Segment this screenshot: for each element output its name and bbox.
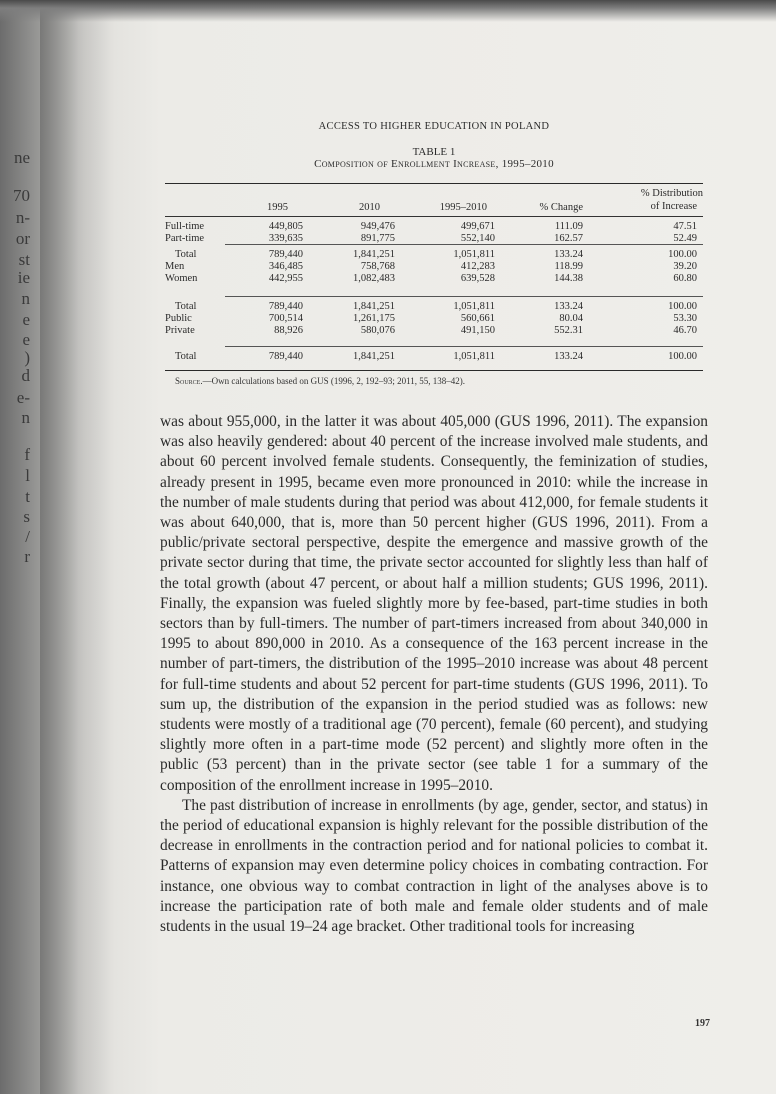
cell: 1,841,251 [353, 301, 395, 312]
facing-fragment: d [21, 366, 30, 385]
facing-fragment: / [25, 527, 30, 546]
subtotal-rule [225, 346, 703, 347]
table-row-total [165, 351, 703, 363]
paragraph: The past distribution of increase in enrollments (by age, gender, sector, and status) in the period of educational expansion is highly relevant for the possible distribution of the decrease in enrollments in the contraction period and for national policies to combat it. Patterns of expansion may even determine policy choices in combating contraction. For instance, one obvious way to combat contraction in light of the analyses above is to increase the participation rate of both male and female older students and of male students in the usual 19–24 age bracket. Other traditional tools for increasing [160, 796, 708, 936]
table-row [165, 261, 703, 273]
facing-fragment: s [23, 507, 30, 526]
table-row [165, 313, 703, 325]
book-spine-shadow [40, 0, 110, 1094]
cell: 1,841,251 [353, 351, 395, 362]
row-label: Private [165, 325, 195, 336]
body-text [160, 412, 708, 937]
cell: 100.00 [668, 249, 697, 260]
cell: 1,841,251 [353, 249, 395, 260]
cell: 449,805 [268, 221, 303, 232]
facing-fragment: t [25, 487, 30, 506]
col-header-of-increase: of Increase [650, 201, 697, 212]
col-header-distribution: % Distribution [640, 188, 703, 199]
table-row [165, 221, 703, 233]
running-head: ACCESS TO HIGHER EDUCATION IN POLAND [318, 121, 550, 132]
source-label: Source. [175, 376, 203, 386]
cell: 133.24 [554, 351, 583, 362]
table-source-note [175, 376, 715, 386]
cell: 162.57 [554, 233, 583, 244]
cell: 100.00 [668, 351, 697, 362]
cell: 789,440 [268, 351, 303, 362]
cell: 499,671 [460, 221, 495, 232]
cell: 1,261,175 [353, 313, 395, 324]
source-text: —Own calculations based on GUS (1996, 2, 192–93; 2011, 55, 138–42). [202, 376, 465, 386]
facing-fragment: e- [16, 388, 30, 407]
facing-page-fragments [0, 0, 30, 1094]
cell: 560,661 [460, 313, 495, 324]
row-label: Women [165, 273, 198, 284]
col-header-2010: 2010 [359, 202, 380, 213]
table-row [165, 233, 703, 245]
cell: 639,528 [460, 273, 495, 284]
cell: 552,140 [460, 233, 495, 244]
facing-fragment: l [25, 466, 30, 485]
cell: 47.51 [673, 221, 697, 232]
cell: 80.04 [559, 313, 583, 324]
col-header-change: % Change [539, 202, 583, 213]
cell: 118.99 [554, 261, 583, 272]
facing-fragment: n [21, 289, 30, 308]
facing-fragment: e [22, 310, 30, 329]
cell: 144.38 [554, 273, 583, 284]
row-label: Part-time [165, 233, 205, 244]
cell: 52.49 [673, 233, 697, 244]
row-label: Total [175, 351, 197, 362]
table-row [165, 325, 703, 337]
table-top-rule [165, 183, 703, 184]
facing-fragment: ) [24, 348, 30, 367]
table-label: TABLE 1 [412, 146, 456, 158]
cell: 789,440 [268, 301, 303, 312]
cell: 700,514 [268, 313, 303, 324]
facing-fragment: st [18, 250, 30, 269]
row-label: Total [175, 249, 197, 260]
facing-fragment: r [24, 547, 30, 566]
cell: 39.20 [673, 261, 697, 272]
cell: 442,955 [268, 273, 303, 284]
cell: 891,775 [360, 233, 395, 244]
row-label: Men [165, 261, 185, 272]
row-label: Full-time [165, 221, 205, 232]
facing-fragment: 70 [13, 186, 30, 205]
cell: 111.09 [554, 221, 583, 232]
col-header-1995: 1995 [267, 202, 288, 213]
cell: 412,283 [460, 261, 495, 272]
table-bottom-rule [165, 370, 703, 371]
subtotal-rule [225, 296, 703, 297]
cell: 552.31 [554, 325, 583, 336]
table-header [165, 186, 703, 216]
top-edge-shadow [0, 0, 776, 22]
cell: 758,768 [360, 261, 395, 272]
facing-fragment: e [22, 330, 30, 349]
paragraph: was about 955,000, in the latter it was about 405,000 (GUS 1996, 2011). The expansion was also heavily gendered: about 40 percent of the increase involved male students, and about 60 percent involved female students. Consequently, the feminization of studies, already present in 1995, became even more pronounced in 2010: while the increase in the number of male students during that period was about 412,000, for female students it was about 640,000, that is, more than 50 percent higher (GUS 1996, 2011). From a public/private sectoral perspective, despite the emergence and massive growth of the private sector during that time, the private sector accounted for slightly less than half of the total growth (about 47 percent, or about half a million students; GUS 1996, 2011). Finally, the expansion was fueled slightly more by fee-based, part-time studies in both sectors than by full-timers. The number of part-timers increased from about 340,000 in 1995 to about 890,000 in 2010. As a consequence of the 163 percent increase in the number of part-timers, the distribution of the 1995–2010 increase was about 48 percent for full-time students and about 52 percent for part-time students (GUS 1996, 2011). To sum up, the distribution of the expansion in the period studied was as follows: new students were mostly of a traditional age (70 percent), female (60 percent), and studying slightly more often in a part-time mode (52 percent) and slightly more often in the public (53 percent) than in the private sector (see table 1 for a summary of the composition of the enrollment increase in 1995–2010. [160, 413, 708, 794]
cell: 580,076 [360, 325, 395, 336]
cell: 789,440 [268, 249, 303, 260]
table-caption: Composition of Enrollment Increase, 1995–2010 [314, 158, 554, 170]
page-number: 197 [695, 1018, 710, 1029]
cell: 60.80 [673, 273, 697, 284]
cell: 1,051,811 [453, 249, 495, 260]
cell: 133.24 [554, 249, 583, 260]
facing-fragment: or [15, 229, 30, 248]
cell: 491,150 [460, 325, 495, 336]
cell: 88,926 [274, 325, 303, 336]
facing-fragment: f [24, 445, 30, 464]
table-row-total [165, 249, 703, 261]
cell: 339,635 [268, 233, 303, 244]
facing-fragment: n- [15, 208, 30, 227]
cell: 949,476 [360, 221, 395, 232]
cell: 53.30 [673, 313, 697, 324]
cell: 1,051,811 [453, 351, 495, 362]
facing-fragment: ie [17, 268, 30, 287]
cell: 46.70 [673, 325, 697, 336]
col-header-1995-2010: 1995–2010 [439, 202, 487, 213]
cell: 1,082,483 [353, 273, 395, 284]
table-row-total [165, 301, 703, 313]
cell: 133.24 [554, 301, 583, 312]
row-label: Public [165, 313, 192, 324]
cell: 346,485 [268, 261, 303, 272]
row-label: Total [175, 301, 197, 312]
table-row [165, 273, 703, 285]
facing-fragment: ne [13, 148, 30, 167]
table-header-rule [165, 216, 703, 217]
cell: 100.00 [668, 301, 697, 312]
facing-fragment: n [21, 408, 30, 427]
cell: 1,051,811 [453, 301, 495, 312]
